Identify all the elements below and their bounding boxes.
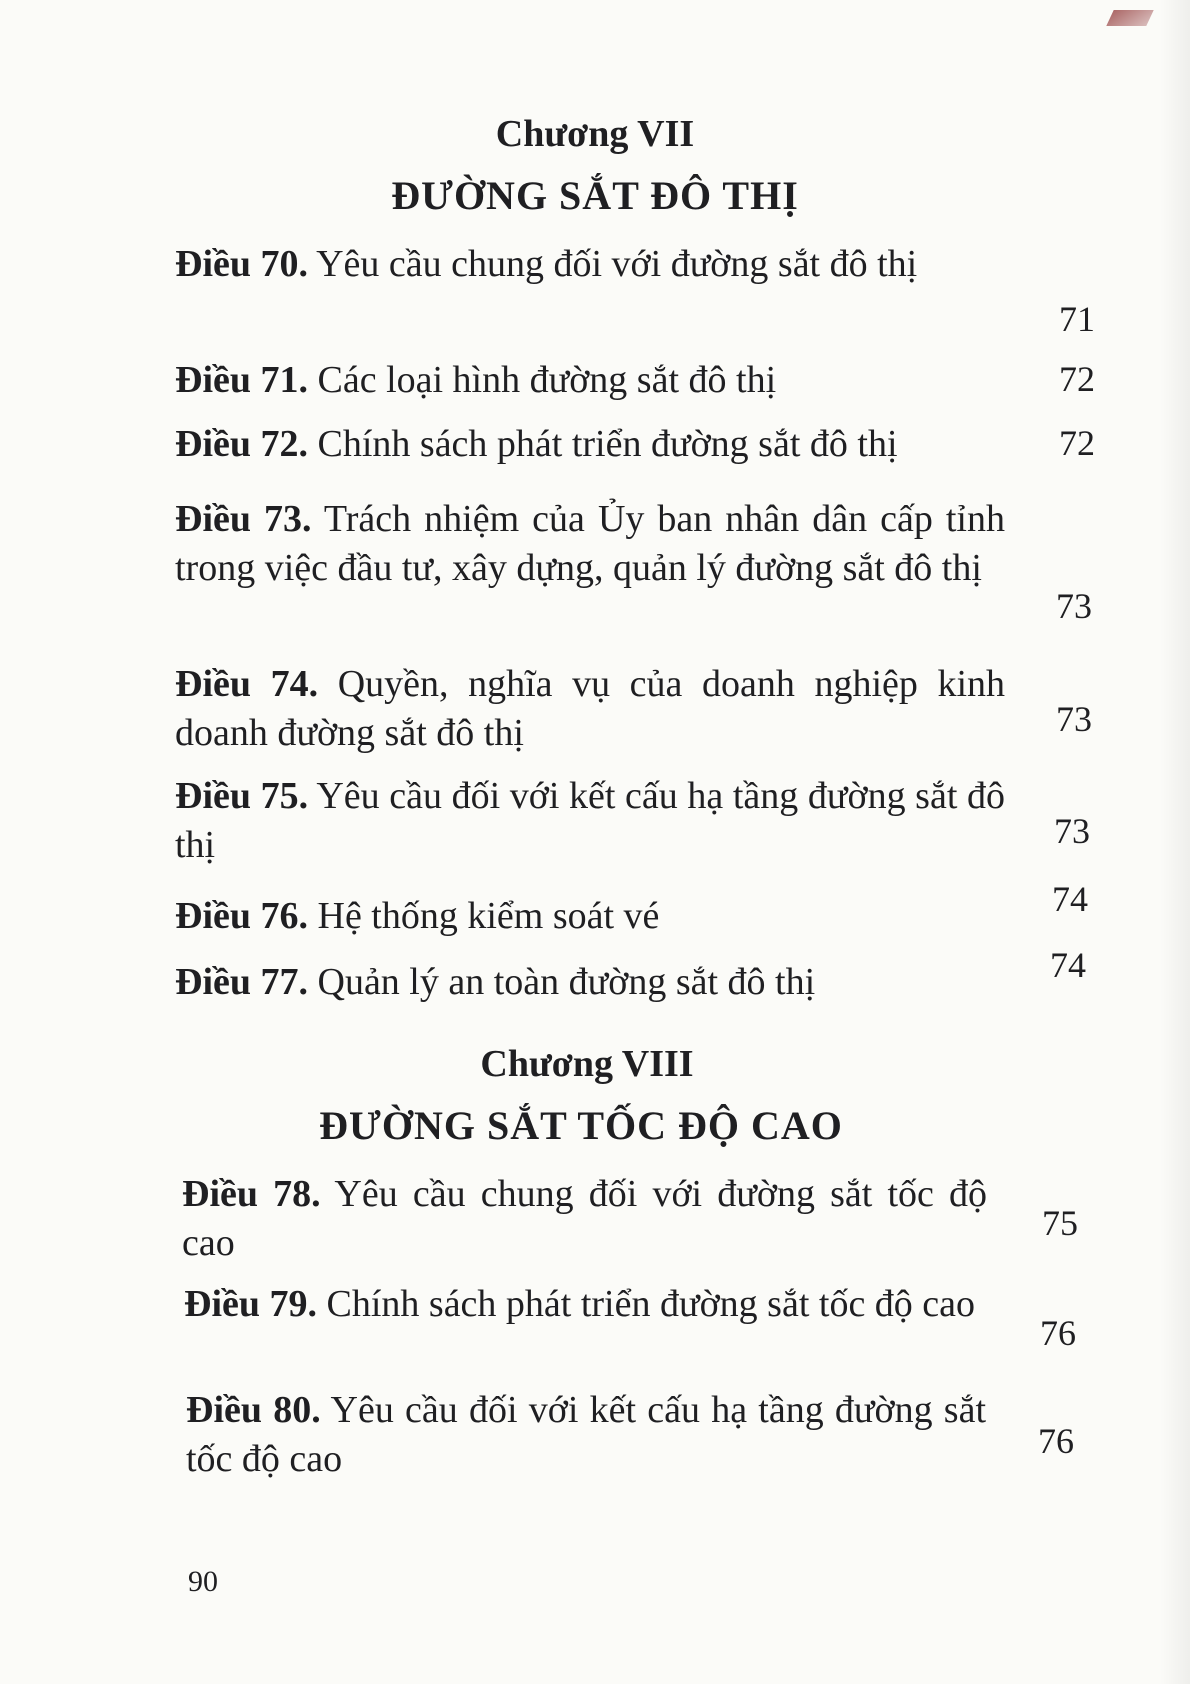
page-edge-shadow [1160,0,1190,1684]
toc-entry [175,240,1005,289]
page-number: 74 [1052,879,1088,919]
article-title: Yêu cầu đối với kết cấu hạ tầng đường sắt đô thị [175,775,1005,866]
page-number: 73 [1056,586,1092,626]
page-number: 71 [1059,299,1095,339]
article-label: Điều 79. [184,1283,317,1325]
page-number: 74 [1050,945,1086,985]
toc-entry [175,660,1005,758]
article-title: Yêu cầu đối với kết cấu hạ tầng đường sắt tốc độ cao [186,1389,987,1480]
toc-entry [175,356,1005,405]
page-number: 75 [1042,1203,1078,1243]
article-title: Yêu cầu chung đối với đường sắt đô thị [316,243,918,285]
article-title: Quyền, nghĩa vụ của doanh nghiệp kinh doanh đường sắt đô thị [175,663,1006,754]
toc-entry [175,892,1005,941]
page-number: 76 [1040,1313,1076,1353]
toc-entry [175,958,1005,1007]
article-title: Các loại hình đường sắt đô thị [317,359,777,401]
article-label: Điều 80. [186,1389,321,1431]
article-label: Điều 77. [175,961,308,1003]
article-label: Điều 73. [175,498,312,540]
folio-page-number: 90 [188,1565,218,1598]
article-title: Yêu cầu chung đối với đường sắt tốc độ cao [182,1173,988,1264]
article-label: Điều 78. [182,1173,321,1215]
article-title: Hệ thống kiểm soát vé [317,895,660,937]
toc-entry [186,1386,986,1484]
article-label: Điều 72. [175,423,308,465]
article-label: Điều 74. [175,663,319,705]
article-label: Điều 76. [175,895,308,937]
article-label: Điều 71. [175,359,308,401]
page-number: 72 [1059,423,1095,463]
page-number: 73 [1056,699,1092,739]
page-number: 76 [1038,1421,1074,1461]
page-number: 72 [1059,359,1095,399]
toc-entry [184,1280,984,1329]
article-title: Chính sách phát triển đường sắt đô thị [317,423,898,465]
chapter-title: ĐƯỜNG SẮT TỐC ĐỘ CAO [319,1103,843,1148]
article-title: Chính sách phát triển đường sắt tốc độ cao [326,1283,976,1325]
article-title: Trách nhiệm của Ủy ban nhân dân cấp tỉnh trong việc đầu tư, xây dựng, quản lý đường sắt đô thị [175,498,1005,589]
toc-entry [175,495,1005,593]
chapter-number: Chương VII [495,113,695,155]
corner-mark [1106,10,1153,26]
toc-entry [182,1170,987,1268]
toc-entry [175,772,1005,870]
article-title: Quản lý an toàn đường sắt đô thị [317,961,816,1003]
chapter-title: ĐƯỜNG SẮT ĐÔ THỊ [391,173,799,218]
chapter-number: Chương VIII [480,1043,694,1085]
page-number: 73 [1054,811,1090,851]
toc-entry [175,420,1005,469]
article-label: Điều 75. [175,775,309,817]
article-label: Điều 70. [175,243,308,285]
